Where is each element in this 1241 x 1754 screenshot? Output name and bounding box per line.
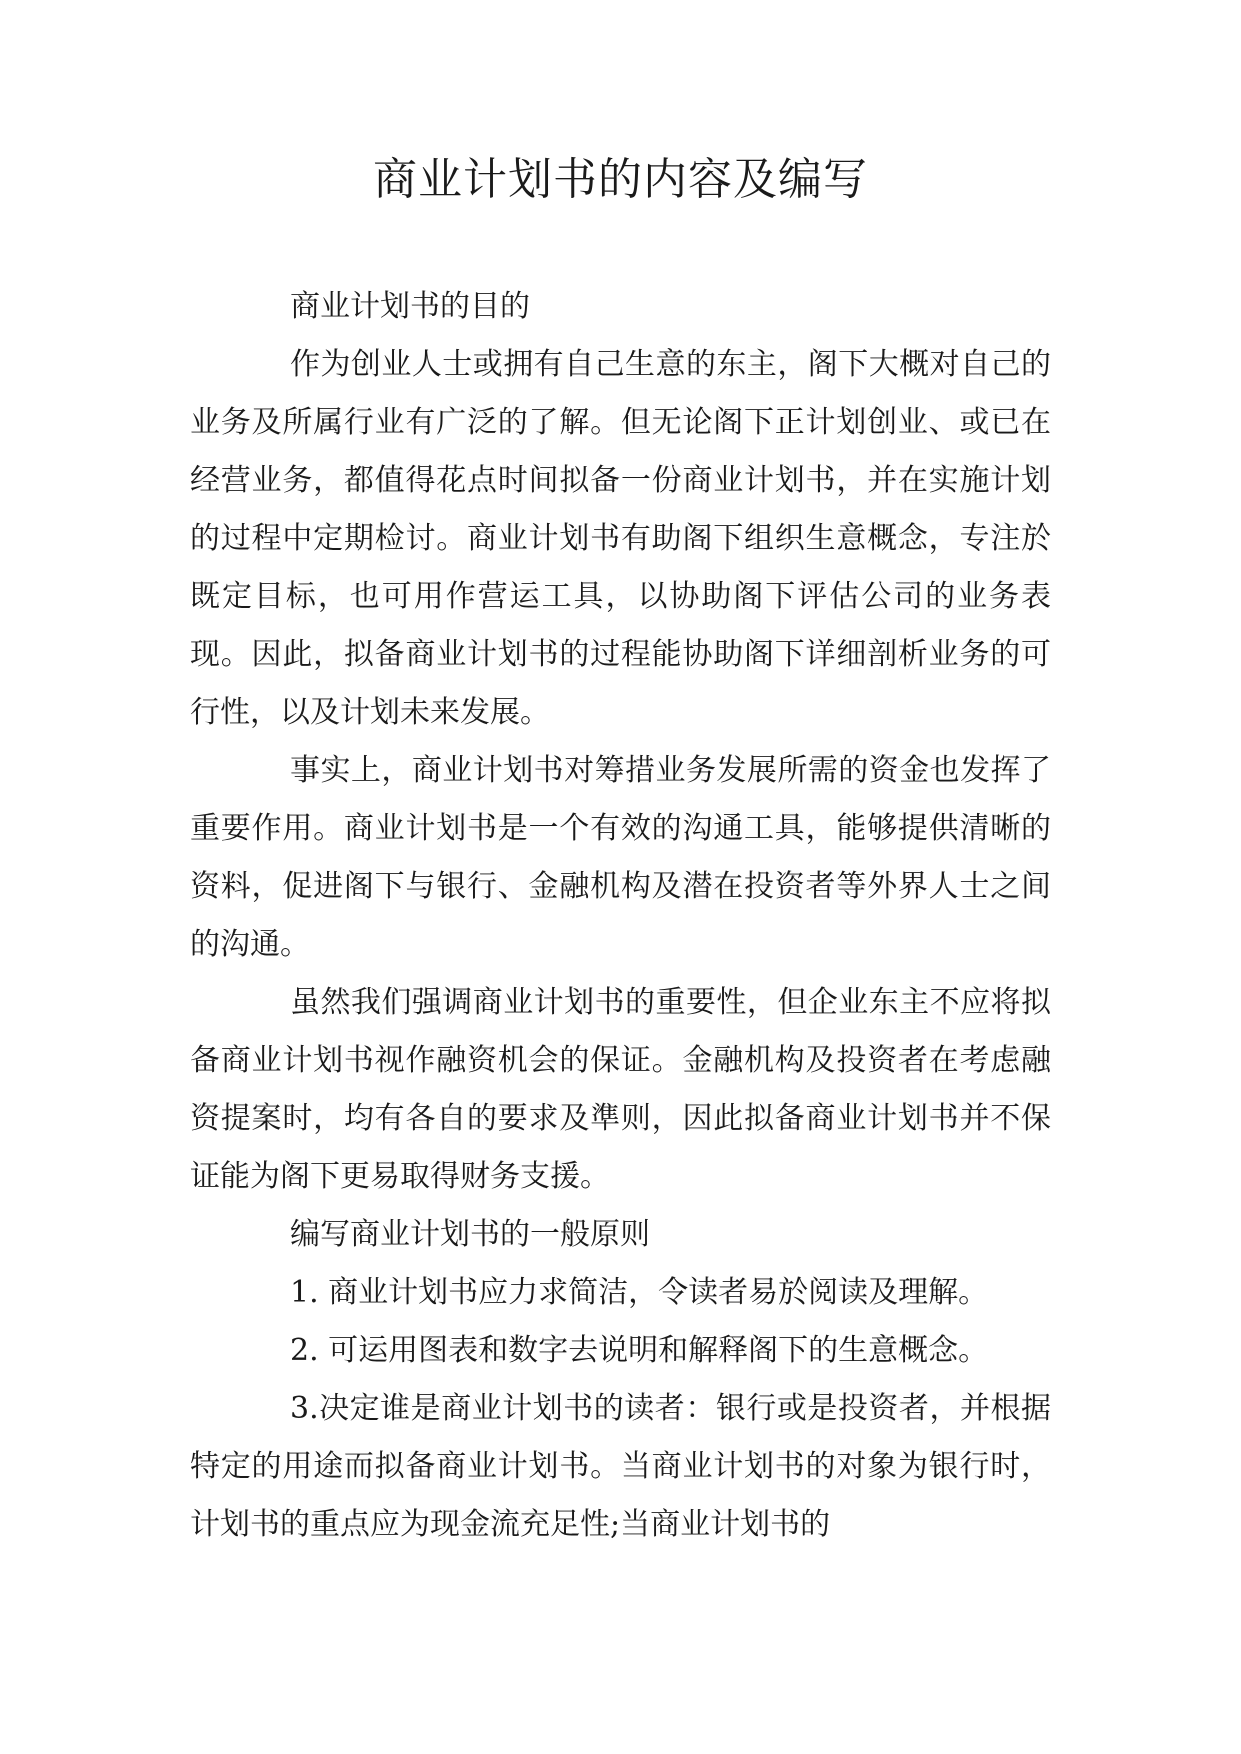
list-item-principle-2: 2. 可运用图表和数字去说明和解释阁下的生意概念。 bbox=[290, 1333, 989, 1368]
document-body bbox=[190, 278, 1051, 1554]
list-item-principle-1: 1. 商业计划书应力求简洁，令读者易於阅读及理解。 bbox=[290, 1275, 989, 1310]
document-title: 商业计划书的内容及编写 bbox=[373, 154, 868, 205]
list-item-principle-3: 3.决定谁是商业计划书的读者：银行或是投资者，并根据特定的用途而拟备商业计划书。当商业计划书的对象为银行时，计划书的重点应为现金流充足性;当商业计划书的 bbox=[190, 1391, 1051, 1542]
paragraph-funding: 事实上，商业计划书对筹措业务发展所需的资金也发挥了重要作用。商业计划书是一个有效的沟通工具，能够提供清晰的资料，促进阁下与银行、金融机构及潜在投资者等外界人士之间的沟通。 bbox=[190, 753, 1051, 962]
paragraph-intro: 作为创业人士或拥有自己生意的东主，阁下大概对自己的业务及所属行业有广泛的了解。但无论阁下正计划创业、或已在经营业务，都值得花点时间拟备一份商业计划书，并在实施计划的过程中定期检讨。商业计划书有助阁下组织生意概念，专注於既定目标，也可用作营运工具，以协助阁下评估公司的业务表现。因此，拟备商业计划书的过程能协助阁下详细剖析业务的可行性，以及计划未来发展。 bbox=[190, 347, 1051, 730]
paragraph-caution: 虽然我们强调商业计划书的重要性，但企业东主不应将拟备商业计划书视作融资机会的保证。金融机构及投资者在考虑融资提案时，均有各自的要求及準则，因此拟备商业计划书并不保证能为阁下更易取得财务支援。 bbox=[190, 985, 1051, 1194]
section-heading-purpose: 商业计划书的目的 bbox=[290, 289, 530, 324]
section-heading-principles: 编写商业计划书的一般原则 bbox=[290, 1217, 650, 1252]
